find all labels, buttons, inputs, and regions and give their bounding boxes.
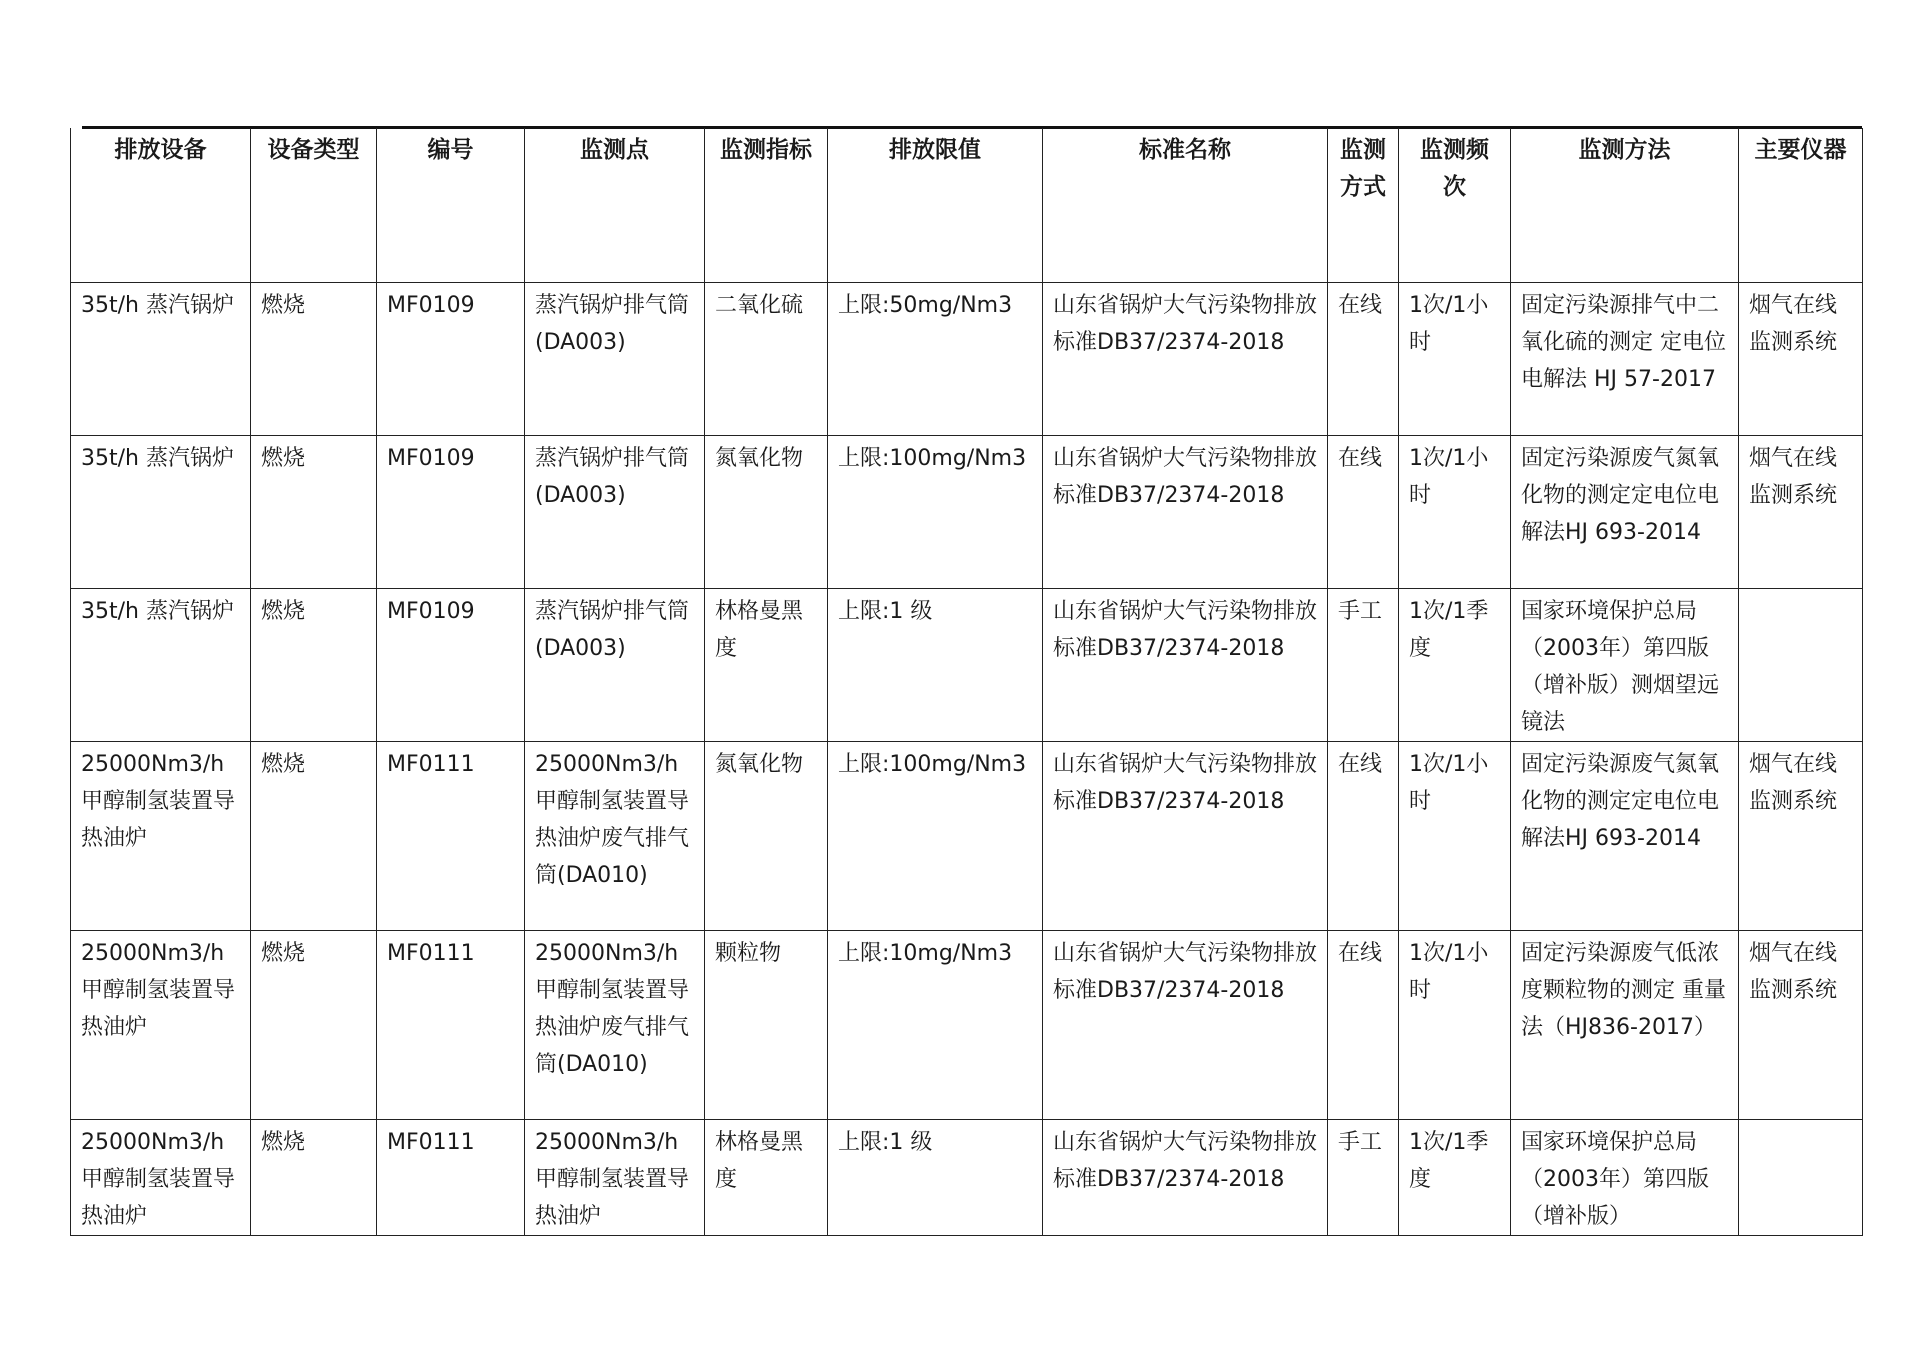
cell-type: 燃烧 — [251, 589, 377, 742]
header-indicator: 监测指标 — [705, 128, 828, 283]
table-row — [71, 589, 1863, 742]
cell-code: MF0111 — [377, 1120, 525, 1236]
cell-instrument: 烟气在线监测系统 — [1739, 742, 1863, 931]
header-method: 监测方法 — [1511, 128, 1739, 283]
cell-device: 25000Nm3/h 甲醇制氢装置导热油炉 — [71, 742, 251, 931]
cell-indicator: 氮氧化物 — [705, 436, 828, 589]
cell-method: 固定污染源废气低浓度颗粒物的测定 重量法（HJ836-2017） — [1511, 931, 1739, 1120]
cell-mode: 手工 — [1328, 1120, 1399, 1236]
cell-standard: 山东省锅炉大气污染物排放标准DB37/2374-2018 — [1043, 589, 1328, 742]
cell-limit: 上限:100mg/Nm3 — [828, 436, 1043, 589]
cell-freq: 1次/1小时 — [1399, 436, 1511, 589]
cell-freq: 1次/1小时 — [1399, 283, 1511, 436]
table-row — [71, 283, 1863, 436]
table-row — [71, 742, 1863, 931]
cell-device: 25000Nm3/h 甲醇制氢装置导热油炉 — [71, 931, 251, 1120]
cell-standard: 山东省锅炉大气污染物排放标准DB37/2374-2018 — [1043, 742, 1328, 931]
cell-freq: 1次/1小时 — [1399, 742, 1511, 931]
header-standard: 标准名称 — [1043, 128, 1328, 283]
cell-standard: 山东省锅炉大气污染物排放标准DB37/2374-2018 — [1043, 1120, 1328, 1236]
cell-point: 蒸汽锅炉排气筒(DA003) — [525, 436, 705, 589]
cell-device: 35t/h 蒸汽锅炉 — [71, 589, 251, 742]
header-point: 监测点 — [525, 128, 705, 283]
cell-indicator: 林格曼黑度 — [705, 589, 828, 742]
cell-point: 蒸汽锅炉排气筒(DA003) — [525, 283, 705, 436]
cell-mode: 在线 — [1328, 436, 1399, 589]
cell-freq: 1次/1季度 — [1399, 1120, 1511, 1236]
cell-type: 燃烧 — [251, 742, 377, 931]
cell-type: 燃烧 — [251, 436, 377, 589]
cell-instrument — [1739, 589, 1863, 742]
cell-standard: 山东省锅炉大气污染物排放标准DB37/2374-2018 — [1043, 283, 1328, 436]
cell-code: MF0109 — [377, 283, 525, 436]
cell-indicator: 林格曼黑度 — [705, 1120, 828, 1236]
cell-instrument: 烟气在线监测系统 — [1739, 436, 1863, 589]
cell-mode: 手工 — [1328, 589, 1399, 742]
table-row — [71, 931, 1863, 1120]
cell-method: 固定污染源废气氮氧化物的测定定电位电解法HJ 693-2014 — [1511, 742, 1739, 931]
cell-type: 燃烧 — [251, 1120, 377, 1236]
cell-freq: 1次/1小时 — [1399, 931, 1511, 1120]
cell-limit: 上限:1 级 — [828, 589, 1043, 742]
cell-indicator: 颗粒物 — [705, 931, 828, 1120]
cell-code: MF0109 — [377, 589, 525, 742]
cell-instrument: 烟气在线监测系统 — [1739, 283, 1863, 436]
cell-type: 燃烧 — [251, 283, 377, 436]
cell-instrument — [1739, 1120, 1863, 1236]
header-limit: 排放限值 — [828, 128, 1043, 283]
cell-point: 蒸汽锅炉排气筒(DA003) — [525, 589, 705, 742]
header-code: 编号 — [377, 128, 525, 283]
header-instrument: 主要仪器 — [1739, 128, 1863, 283]
cell-instrument: 烟气在线监测系统 — [1739, 931, 1863, 1120]
cell-device: 25000Nm3/h 甲醇制氢装置导热油炉 — [71, 1120, 251, 1236]
cell-device: 35t/h 蒸汽锅炉 — [71, 283, 251, 436]
cell-method: 国家环境保护总局（2003年）第四版（增补版） — [1511, 1120, 1739, 1236]
cell-code: MF0111 — [377, 742, 525, 931]
cell-standard: 山东省锅炉大气污染物排放标准DB37/2374-2018 — [1043, 931, 1328, 1120]
cell-method: 固定污染源废气氮氧化物的测定定电位电解法HJ 693-2014 — [1511, 436, 1739, 589]
header-device: 排放设备 — [71, 128, 251, 283]
cell-method: 固定污染源排气中二氧化硫的测定 定电位电解法 HJ 57-2017 — [1511, 283, 1739, 436]
cell-code: MF0111 — [377, 931, 525, 1120]
table-header-row — [71, 128, 1863, 283]
cell-type: 燃烧 — [251, 931, 377, 1120]
table-row — [71, 436, 1863, 589]
cell-limit: 上限:50mg/Nm3 — [828, 283, 1043, 436]
cell-point: 25000Nm3/h 甲醇制氢装置导热油炉废气排气筒(DA010) — [525, 742, 705, 931]
cell-point: 25000Nm3/h 甲醇制氢装置导热油炉 — [525, 1120, 705, 1236]
header-type: 设备类型 — [251, 128, 377, 283]
cell-method: 国家环境保护总局（2003年）第四版（增补版）测烟望远镜法 — [1511, 589, 1739, 742]
cell-indicator: 氮氧化物 — [705, 742, 828, 931]
cell-device: 35t/h 蒸汽锅炉 — [71, 436, 251, 589]
cell-point: 25000Nm3/h 甲醇制氢装置导热油炉废气排气筒(DA010) — [525, 931, 705, 1120]
header-mode: 监测方式 — [1328, 128, 1399, 283]
header-freq: 监测频次 — [1399, 128, 1511, 283]
cell-mode: 在线 — [1328, 931, 1399, 1120]
monitoring-table — [70, 128, 1863, 1236]
table-row — [71, 1120, 1863, 1236]
cell-indicator: 二氧化硫 — [705, 283, 828, 436]
cell-limit: 上限:1 级 — [828, 1120, 1043, 1236]
cell-standard: 山东省锅炉大气污染物排放标准DB37/2374-2018 — [1043, 436, 1328, 589]
cell-code: MF0109 — [377, 436, 525, 589]
cell-mode: 在线 — [1328, 283, 1399, 436]
cell-limit: 上限:100mg/Nm3 — [828, 742, 1043, 931]
cell-mode: 在线 — [1328, 742, 1399, 931]
cell-limit: 上限:10mg/Nm3 — [828, 931, 1043, 1120]
cell-freq: 1次/1季度 — [1399, 589, 1511, 742]
